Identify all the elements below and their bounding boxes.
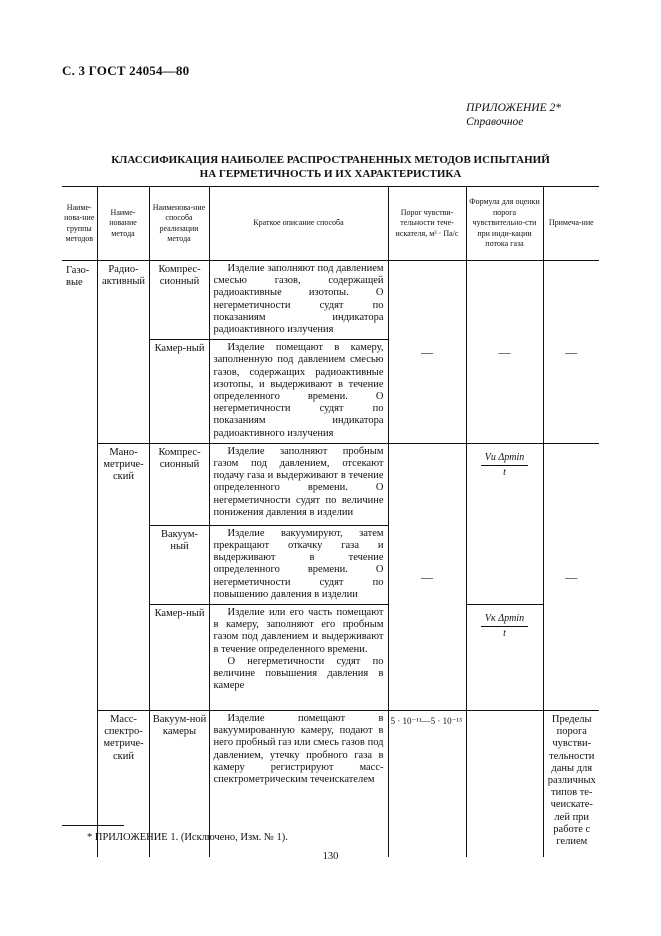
col-header-method: Наиме-нование метода: [97, 187, 149, 261]
table-title: [0, 153, 661, 181]
impl-mano-compression: Компрес-сионный: [149, 443, 209, 525]
table-row: [62, 443, 599, 525]
threshold-radioactive: —: [388, 261, 466, 444]
formula-fraction: [481, 613, 528, 640]
formula-denominator: t: [503, 467, 506, 479]
impl-radio-chamber: Камер-ный: [149, 340, 209, 444]
formula-radioactive: —: [466, 261, 543, 444]
impl-mass-vacuum-chamber: Вакуум-ной камеры: [149, 711, 209, 790]
formula-fraction: [481, 452, 528, 479]
impl-mano-vacuum: Вакуум-ный: [149, 525, 209, 604]
table-row: [62, 261, 599, 340]
appendix-label: [466, 101, 561, 129]
formula-denominator: t: [503, 628, 506, 640]
col-header-formula: Формула для оценки порога чувствительно-сти при инди-кации потока газа: [466, 187, 543, 261]
appendix-number: ПРИЛОЖЕНИЕ 2*: [466, 102, 561, 114]
methods-table: [62, 186, 599, 857]
col-header-group: Наиме-нова-ние группы методов: [62, 187, 97, 261]
appendix-type: Справочное: [466, 116, 524, 128]
formula-mano-1: [466, 443, 543, 604]
desc-mano-chamber-p2: О негерметичности судят по величине повышения давления в камере: [213, 655, 384, 692]
footnote: * ПРИЛОЖЕНИЕ 1. (Исключено, Изм. № 1).: [87, 832, 288, 843]
desc-mano-vacuum: Изделие вакуумируют, затем прекращают откачку газа и выдерживают в течение определенного времени. О негерметичности судят по повышению давления в изделии: [209, 525, 388, 604]
desc-radio-chamber: Изделие помещают в камеру, заполненную под давлением смесью газов, содержащих радиоактивные изотопы, и выдерживают в течение определенного времени. О негерметичности судят по показаниям индикатора радиоактивного излучения: [209, 340, 388, 444]
desc-mano-chamber-p1: Изделие или его часть помещают в камеру, заполняют его пробным газом под давлением и выдерживают в течение определенного времени.: [213, 607, 384, 655]
method-radioactive: Радио-активный: [97, 261, 149, 444]
impl-radio-compression: Компрес-сионный: [149, 261, 209, 340]
method-mass-spectrometric: Масс-спектро-метриче-ский: [97, 711, 149, 858]
group-name: Газо-вые: [62, 261, 97, 858]
col-header-note: Примеча-ние: [543, 187, 599, 261]
formula-mass-spectrometric: [466, 711, 543, 790]
table-header-row: [62, 187, 599, 261]
formula-mano-2: [466, 605, 543, 711]
empty-cell: [209, 789, 388, 857]
impl-mano-chamber: Камер-ный: [149, 605, 209, 711]
note-manometric: —: [543, 443, 599, 710]
threshold-manometric: —: [388, 443, 466, 710]
col-header-implementation: Наименова-ние способа реализации метода: [149, 187, 209, 261]
desc-mano-compression: Изделие заполняют пробным газом под давлением, отсекают подачу газа и выдерживают в течение определенного времени. О негерметичности судят по величине понижения давления в изделии: [209, 443, 388, 525]
desc-mass-spectrometric: Изделие помещают в вакуумированную камеру, подают в него пробный газ или смесь газов под давлением, утечку пробного газа в камеру регистрируют масс-спектрометрическим течеискателем: [209, 711, 388, 790]
page-header: С. 3 ГОСТ 24054—80: [62, 63, 190, 78]
col-header-threshold: Порог чувстви-тельности тече-искателя, м³ · Па/с: [388, 187, 466, 261]
formula-numerator: Vи Δpmin: [481, 452, 528, 466]
desc-radio-compression: Изделие заполняют под давлением смесью газов, содержащей радиоактивные изотопы. О негерметичности судят по показаниям индикатора радиоактивного излучения: [209, 261, 388, 340]
footnote-divider: [62, 825, 124, 826]
method-manometric: Мано-метриче-ский: [97, 443, 149, 710]
table-row: [62, 711, 599, 790]
title-line-2: НА ГЕРМЕТИЧНОСТЬ И ИХ ХАРАКТЕРИСТИКА: [199, 168, 462, 180]
empty-cell: [149, 789, 209, 857]
threshold-mass-spectrometric: 5 · 10⁻¹¹—5 · 10⁻¹³: [388, 711, 466, 790]
formula-numerator: Vк Δpmin: [481, 613, 528, 627]
title-line-1: КЛАССИФИКАЦИЯ НАИБОЛЕЕ РАСПРОСТРАНЕННЫХ МЕТОДОВ ИСПЫТАНИЙ: [111, 154, 550, 166]
note-mass-spectrometric: Пределы порога чувстви-тельности даны для различных типов те-чеискате-лей при работе с гелием: [543, 711, 599, 858]
page-number: 130: [322, 851, 339, 862]
empty-cell: [466, 789, 543, 857]
col-header-description: Краткое описание способа: [209, 187, 388, 261]
note-radioactive: —: [565, 344, 578, 359]
empty-cell: [388, 789, 466, 857]
desc-mano-chamber: [209, 605, 388, 711]
